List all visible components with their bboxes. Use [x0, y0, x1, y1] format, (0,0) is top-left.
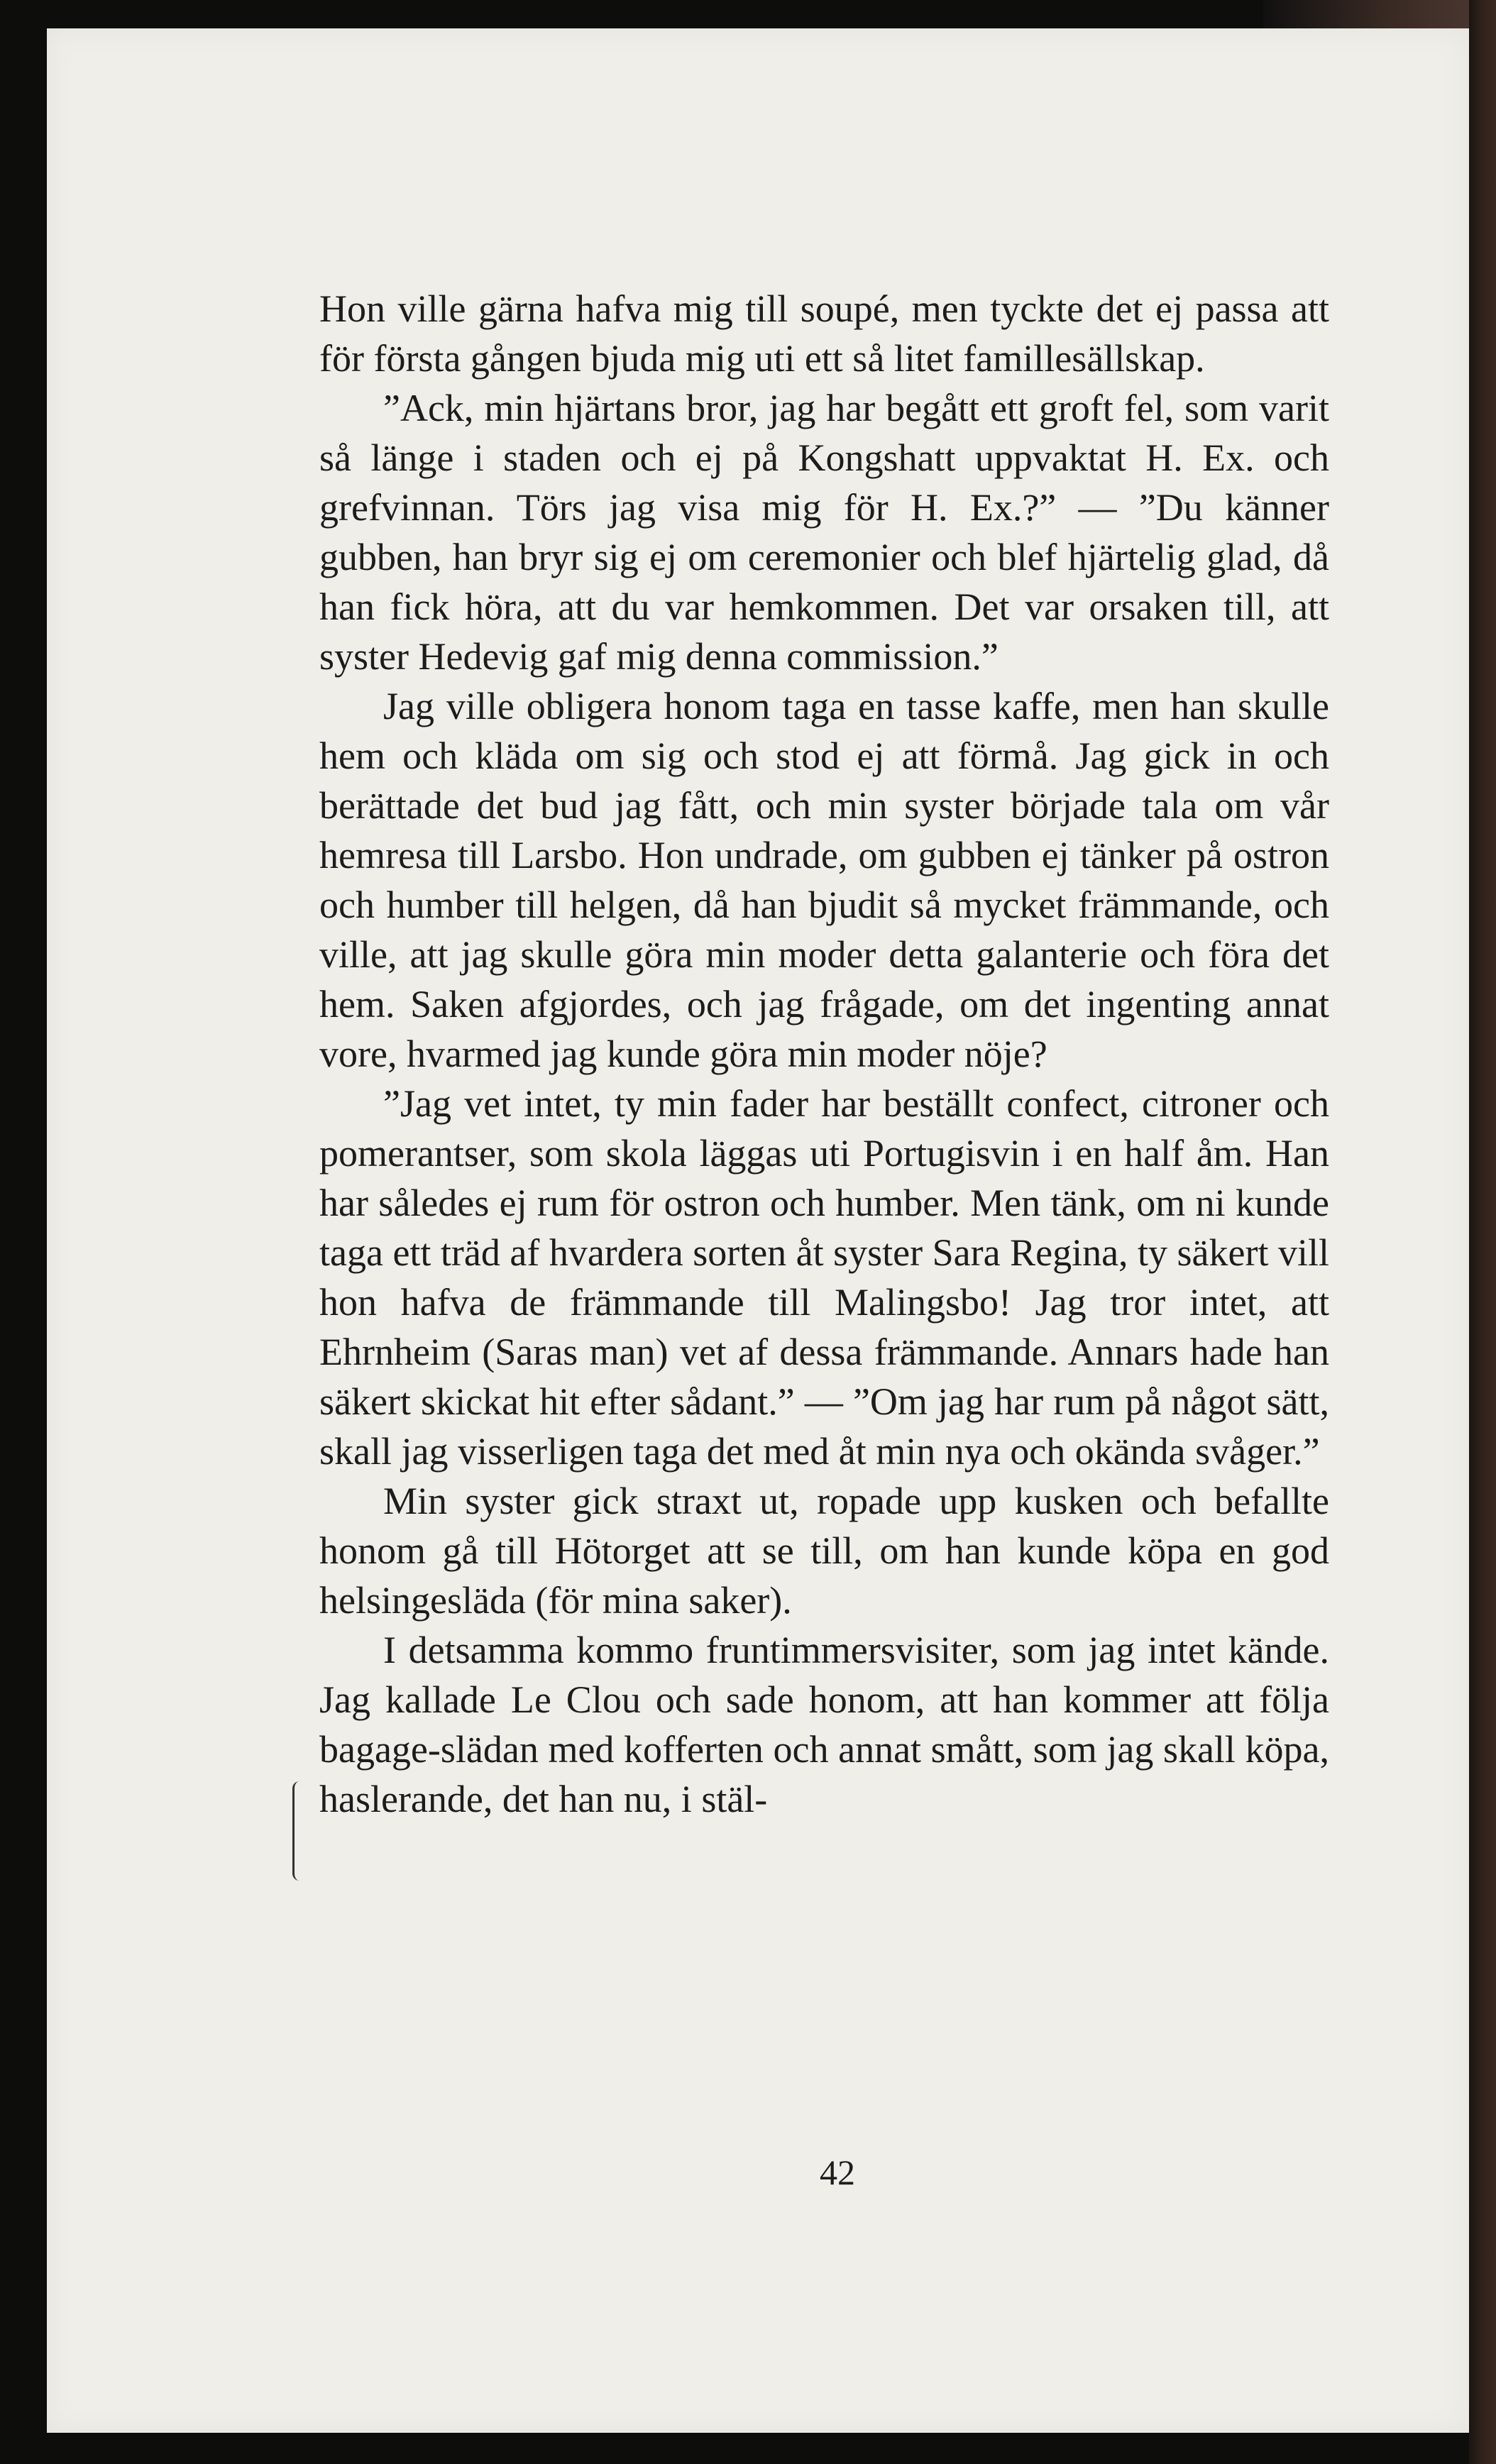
paragraph-5: Min syster gick straxt ut, ropade upp kusken och befallte honom gå till Hötorget att se till, om han kunde köpa en god helsingesläda (för mina saker).: [319, 1480, 1329, 1622]
paragraph-4: ”Jag vet intet, ty min fader har beställt confect, citroner och pomerantser, som skola läggas uti Portugisvin i en half åm. Han har således ej rum för ostron och humber. Men tänk, om ni kunde taga ett träd af hvardera sorten åt syster Sara Regina, ty säkert vill hon hafva de främmande till Malingsbo! Jag tror intet, att Ehrnheim (Saras man) vet af dessa främmande. Annars hade han säkert skickat hit efter sådant.” — ”Om jag har rum på något sätt, skall jag visserligen taga det med åt min nya och okända svåger.”: [319, 1082, 1329, 1473]
book-cover-edge-top: [1263, 0, 1476, 28]
paragraph-6: I detsamma kommo fruntimmersvisiter, som jag intet kände. Jag kallade Le Clou och sade honom, att han kommer att följa bagage-slädan med kofferten och annat smått, som jag skall köpa, haslerande, det han nu, i stäl-: [319, 1629, 1329, 1820]
book-cover-edge-right: [1469, 0, 1496, 2464]
margin-pencil-mark: [292, 1781, 304, 1881]
paragraph-2: ”Ack, min hjärtans bror, jag har begått ett groft fel, som varit så länge i staden och ej på Kongshatt uppvaktat H. Ex. och grefvinnan. Törs jag visa mig för H. Ex.?” — ”Du känner gubben, han bryr sig ej om ceremonier och blef hjärtelig glad, då han fick höra, att du var hemkommen. Det var orsaken till, att syster Hedevig gaf mig denna commission.”: [319, 387, 1329, 678]
body-text: [319, 284, 1329, 1824]
page-number: 42: [820, 2152, 855, 2192]
paragraph-3: Jag ville obligera honom taga en tasse kaffe, men han skulle hem och kläda om sig och stod ej att förmå. Jag gick in och berättade det bud jag fått, och min syster började tala om vår hemresa till Larsbo. Hon undrade, om gubben ej tänker på ostron och humber till helgen, då han bjudit så mycket främmande, och ville, att jag skulle göra min moder detta galanterie och föra det hem. Saken afgjordes, och jag frågade, om det ingenting annat vore, hvarmed jag kunde göra min moder nöje?: [319, 685, 1329, 1075]
paragraph-1: Hon ville gärna hafva mig till soupé, men tyckte det ej passa att för första gången bjuda mig uti ett så litet famillesällskap.: [319, 287, 1329, 380]
